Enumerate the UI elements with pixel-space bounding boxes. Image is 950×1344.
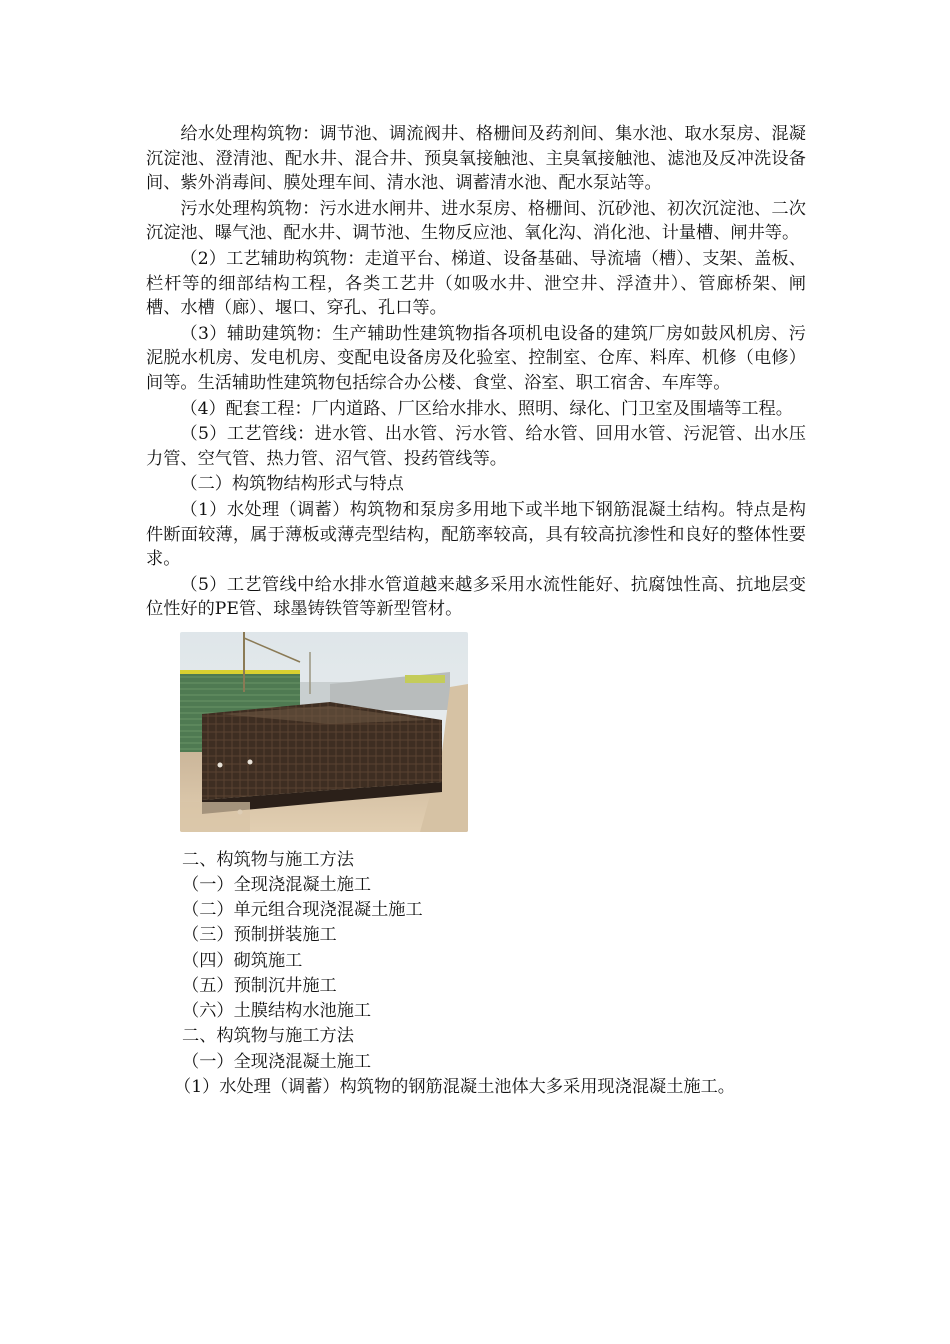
section-heading-structure-forms: （二）构筑物结构形式与特点 <box>180 474 404 495</box>
method-item-prefabricated-caisson: （五）预制沉井施工 <box>182 975 337 996</box>
method-item-cast-in-place: （一）全现浇混凝土施工 <box>182 875 372 896</box>
document-body <box>146 122 806 1100</box>
paragraph-process-auxiliary: （2）工艺辅助构筑物：走道平台、梯道、设备基础、导流墙（槽）、支架、盖板、栏杆等的细部结构工程，各类工艺井（如吸水井、泄空井、浮渣井）、管廊桥架、闸槽、水槽（廊）、堰口、穿孔、孔口等。 <box>146 248 806 319</box>
method-item-unit-combined: （二）单元组合现浇混凝土施工 <box>182 900 423 921</box>
section-heading-construction-methods-repeat: 二、构筑物与施工方法 <box>182 1026 354 1047</box>
section-heading-construction-methods: 二、构筑物与施工方法 <box>182 849 354 870</box>
paragraph-supporting-works: （4）配套工程：厂内道路、厂区给水排水、照明、绿化、门卫室及围墙等工程。 <box>180 398 793 419</box>
construction-site-photo <box>180 632 468 832</box>
paragraph-auxiliary-buildings: （3）辅助建筑物：生产辅助性建筑物指各项机电设备的建筑厂房如鼓风机房、污泥脱水机房、发电机房、变配电设备房及化验室、控制室、仓库、料库、机修（电修）间等。生活辅助性建筑物包括综合办公楼、食堂、浴室、职工宿舍、车库等。 <box>146 323 806 393</box>
paragraph-pipe-materials: （5）工艺管线中给水排水管道越来越多采用水流性能好、抗腐蚀性高、抗地层变位性好的PE管、球墨铸铁管等新型管材。 <box>146 574 806 620</box>
paragraph-water-supply-structures: 给水处理构筑物：调节池、调流阀井、格栅间及药剂间、集水池、取水泵房、混凝沉淀池、澄清池、配水井、混合井、预臭氧接触池、主臭氧接触池、滤池及反冲洗设备间、紫外消毒间、膜处理车间、清水池、调蓄清水池、配水泵站等。 <box>146 124 806 194</box>
paragraph-process-pipelines: （5）工艺管线：进水管、出水管、污水管、给水管、回用水管、污泥管、出水压力管、空气管、热力管、沼气管、投药管线等。 <box>146 424 806 469</box>
paragraph-cast-in-place-detail: （1）水处理（调蓄）构筑物的钢筋混凝土池体大多采用现浇混凝土施工。 <box>174 1076 735 1097</box>
paragraph-sewage-structures: 污水处理构筑物：污水进水闸井、进水泵房、格栅间、沉砂池、初次沉淀池、二次沉淀池、曝气池、配水井、调节池、生物反应池、氧化沟、消化池、计量槽、闸井等。 <box>146 198 806 244</box>
method-item-prefabricated-assembly: （三）预制拼装施工 <box>182 925 337 946</box>
paragraph-structure-features: （1）水处理（调蓄）构筑物和泵房多用地下或半地下钢筋混凝土结构。特点是构件断面较薄，属于薄板或薄壳型结构，配筋率较高，具有较高抗渗性和良好的整体性要求。 <box>146 499 806 570</box>
method-item-masonry: （四）砌筑施工 <box>182 950 303 971</box>
method-item-soil-membrane: （六）土膜结构水池施工 <box>182 1001 372 1022</box>
method-item-cast-in-place-repeat: （一）全现浇混凝土施工 <box>182 1051 372 1072</box>
